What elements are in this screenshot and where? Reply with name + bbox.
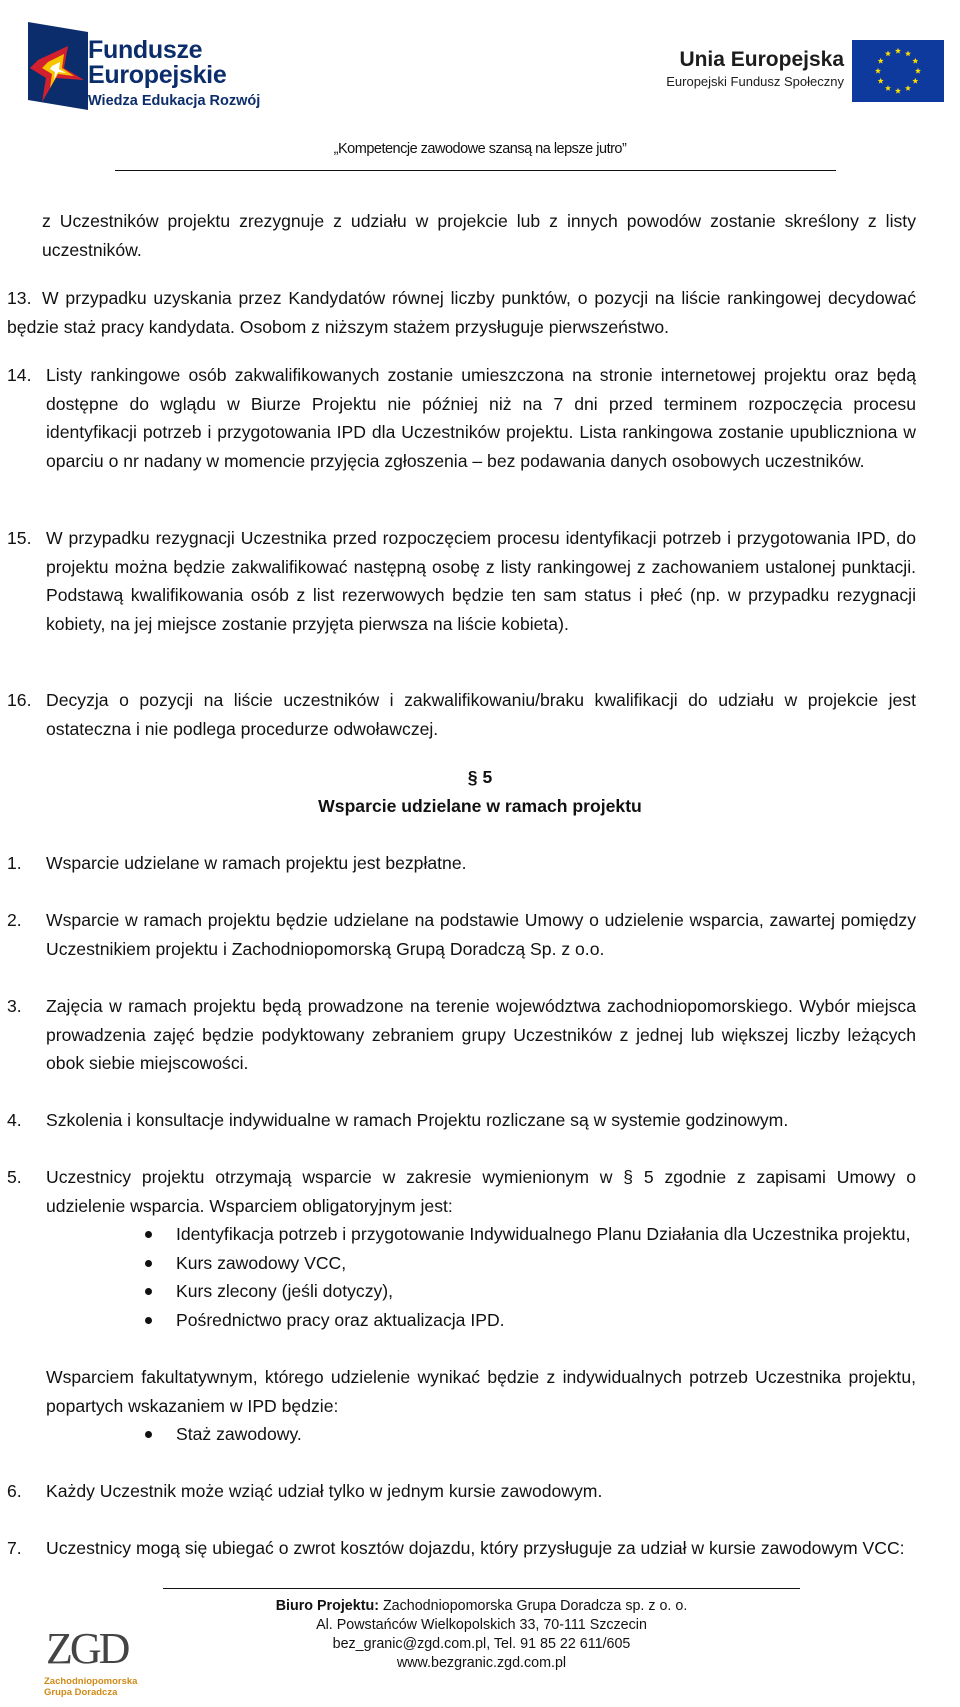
item-number: 4.	[7, 1110, 22, 1130]
ue-fund: Europejski Fundusz Społeczny	[666, 74, 844, 89]
item-text: Decyzja o pozycji na liście uczestników i zakwalifikowaniu/braku kwalifikacji do udziału w projekcie jest ostateczna i nie podlega procedurze odwoławczej.	[46, 690, 916, 739]
list-item-16	[7, 686, 916, 743]
item-text: Uczestnicy projektu otrzymają wsparcie w zakresie wymienionym w § 5 zgodnie z zapisami Umowy o udzielenie wsparcia. Wsparciem obligatoryjnym jest:	[46, 1167, 916, 1216]
item-text: Uczestnicy mogą się ubiegać o zwrot kosztów dojazdu, który przysługuje za udział w kursie zawodowym VCC:	[46, 1538, 905, 1558]
optional-support-text: Wsparciem fakultatywnym, którego udzielenie wynikać będzie z indywidualnych potrzeb Uczestnika projektu, popartych wskazaniem w IPD będzie:	[46, 1367, 916, 1416]
section5-item-5	[7, 1163, 916, 1220]
project-motto: „Kompetencje zawodowe szansą na lepsze jutro”	[333, 141, 627, 157]
fe-star-emblem-icon	[28, 22, 88, 110]
item-number: 1.	[7, 853, 22, 873]
bullet-item: Staż zawodowy.	[176, 1420, 916, 1449]
item-text: Listy rankingowe osób zakwalifikowanych zostanie umieszczona na stronie internetowej projektu oraz będą dostępne do wglądu w Biurze Projektu nie później niż na 7 dni przed terminem rozpoczęcia procesu identyfikacji potrzeb i przygotowania IPD dla Uczestników projektu. Lista rankingowa zostanie upubliczniona w oparciu o nr nadany w momencie przyjęcia zgłoszenia – bez podawania danych osobowych uczestników.	[46, 365, 916, 471]
intro-paragraph	[42, 207, 916, 264]
section-title: Wsparcie udzielane w ramach projektu	[318, 796, 642, 816]
section5-item-2	[7, 906, 916, 963]
footer-address: Al. Powstańców Wielkopolskich 33, 70-111 Szczecin	[316, 1617, 647, 1633]
fe-logo-text	[88, 38, 260, 111]
item-number: 13.	[7, 288, 32, 308]
item-number: 5.	[7, 1167, 22, 1187]
fe-logo-line2: Europejskie	[88, 61, 227, 89]
footer-website: www.bezgranic.zgd.com.pl	[396, 1655, 567, 1671]
item-text: Szkolenia i konsultacje indywidualne w ramach Projektu rozliczane są w systemie godzinowym.	[46, 1110, 789, 1130]
item-text: Zajęcia w ramach projektu będą prowadzone na terenie województwa zachodniopomorskiego. Wybór miejsca prowadzenia zajęć będzie podyktowany zebraniem grupy Uczestników z jednej lub większej liczby leżących obok siebie miejscowości.	[46, 996, 916, 1073]
optional-support-list	[176, 1420, 916, 1449]
section-symbol: § 5	[467, 767, 493, 787]
footer-office-line	[163, 1597, 800, 1616]
item-number: 2.	[7, 910, 22, 930]
zgd-logo-letters: ZGD	[46, 1624, 128, 1673]
fe-logo-line3: Wiedza Edukacja Rozwój	[88, 93, 261, 109]
optional-support-paragraph	[46, 1363, 916, 1420]
fe-logo-line1: Fundusze	[88, 36, 203, 64]
item-text: W przypadku uzyskania przez Kandydatów równej liczby punktów, o pozycji na liście rankingowej decydować będzie staż pracy kandydata. Osobom z niższym stażem przysługuje pierwszeństwo.	[7, 288, 916, 337]
section5-item-4	[7, 1106, 916, 1135]
item-number: 7.	[7, 1538, 22, 1558]
item-text: Każdy Uczestnik może wziąć udział tylko w jednym kursie zawodowym.	[46, 1481, 603, 1501]
zgd-logo	[44, 1624, 138, 1698]
item-number: 14.	[7, 365, 32, 385]
footer-contact	[163, 1597, 800, 1673]
bullet-item: Kurs zawodowy VCC,	[176, 1249, 916, 1278]
item-text: W przypadku rezygnacji Uczestnika przed rozpoczęciem procesu identyfikacji potrzeb i przygotowania IPD, do projektu można będzie zakwalifikować następną osobę z listy rankingowej z zachowaniem ustalonej punktacji. Podstawą kwalifikowania osób z list rezerwowych będzie ten sam status i płeć (np. w przypadku rezygnacji kobiety, na jej miejsce zostanie przyjęta pierwsza na liście kobieta).	[46, 528, 916, 634]
unia-europejska-logo-text	[666, 49, 844, 91]
zgd-logo-name	[44, 1676, 137, 1698]
item-number: 15.	[7, 528, 32, 548]
item-text: Wsparcie udzielane w ramach projektu jest bezpłatne.	[46, 853, 467, 873]
intro-text: z Uczestników projektu zrezygnuje z udziału w projekcie lub z innych powodów zostanie skreślony z listy uczestników.	[42, 211, 916, 260]
item-number: 6.	[7, 1481, 22, 1501]
item-number: 16.	[7, 690, 32, 710]
footer-divider	[163, 1588, 800, 1589]
list-item-14	[7, 361, 916, 475]
eu-flag-icon	[852, 40, 944, 102]
obligatory-support-list	[176, 1220, 916, 1334]
bullet-item: Identyfikacja potrzeb i przygotowanie Indywidualnego Planu Działania dla Uczestnika projektu,	[176, 1220, 916, 1249]
section5-item-6	[7, 1477, 916, 1506]
item-text: Wsparcie w ramach projektu będzie udzielane na podstawie Umowy o udzielenie wsparcia, zawartej pomiędzy Uczestnikiem projektu i Zachodniopomorską Grupą Doradczą Sp. z o.o.	[46, 910, 916, 959]
ue-name: Unia Europejska	[679, 48, 844, 71]
header-divider	[115, 170, 836, 171]
item-number: 3.	[7, 996, 22, 1016]
section5-item-7	[7, 1534, 916, 1563]
zgd-logo-line2: Grupa Doradcza	[44, 1687, 118, 1698]
zgd-logo-line1: Zachodniopomorska	[44, 1676, 138, 1687]
section5-item-3	[7, 992, 916, 1078]
section5-item-1	[7, 849, 916, 878]
fundusze-europejskie-logo	[0, 0, 270, 135]
page-header	[0, 0, 960, 175]
list-item-13	[7, 284, 916, 341]
bullet-item: Pośrednictwo pracy oraz aktualizacja IPD.	[176, 1306, 916, 1335]
bullet-item: Kurs zlecony (jeśli dotyczy),	[176, 1277, 916, 1306]
footer-contact-line: bez_granic@zgd.com.pl, Tel. 91 85 22 611/605	[332, 1636, 631, 1652]
footer-office-name: Zachodniopomorska Grupa Doradcza sp. z o. o.	[382, 1598, 688, 1614]
footer-office-label: Biuro Projektu:	[275, 1598, 379, 1614]
list-item-15	[7, 524, 916, 638]
